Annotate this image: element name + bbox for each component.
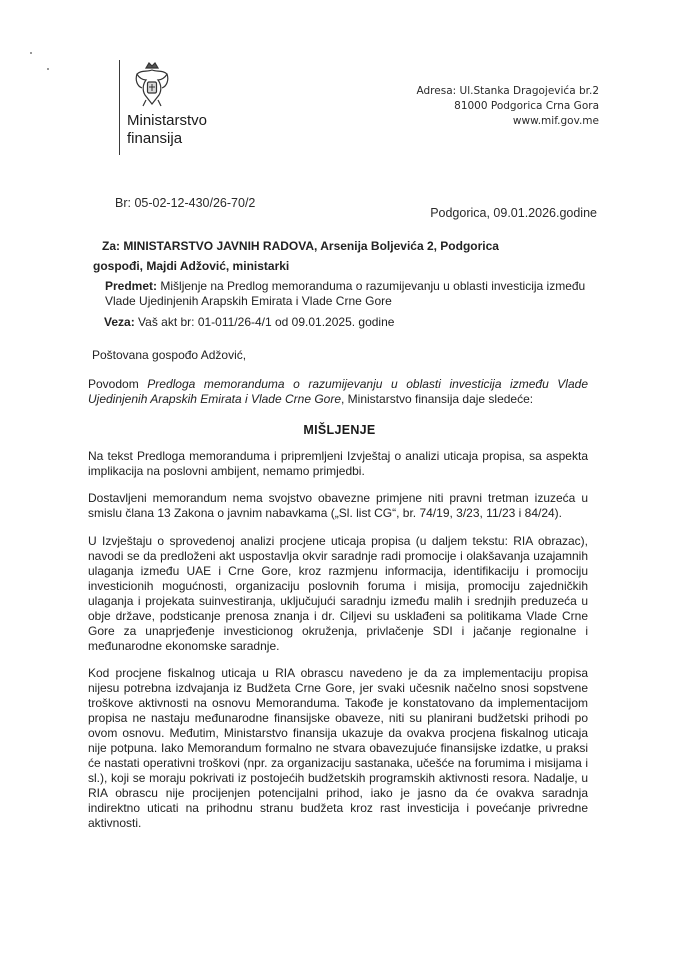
addressee-line: [102, 239, 499, 254]
intro-prefix: Povodom: [88, 377, 148, 391]
salutation: Poštovana gospođo Adžović,: [92, 348, 247, 362]
intro-paragraph: [88, 377, 588, 407]
predmet-text-line2: Vlade Ujedinjenih Arapskih Emirata i Vlade Crne Gore: [105, 294, 392, 308]
ministry-name-line1: Ministarstvo: [127, 112, 208, 129]
paragraph-1: Na tekst Predloga memoranduma i pripremljeni Izvještaj o analizi uticaja propisa, sa aspekta implikacija na poslovni ambijent, nemamo primjedbi.: [88, 449, 588, 478]
recipient-line: gospođi, Majdi Adžović, ministarki: [93, 259, 290, 273]
ministry-address: [417, 84, 599, 129]
subject-block: [105, 279, 595, 309]
ministry-name: [127, 112, 207, 148]
za-text: MINISTARSTVO JAVNIH RADOVA, Arsenija Boljevića 2, Podgorica: [123, 239, 499, 253]
predmet-text-line1: Mišljenje na Predlog memoranduma o razumijevanju u oblasti investicija između: [160, 279, 586, 293]
address-website: www.mif.gov.me: [512, 115, 599, 127]
intro-suffix: , Ministarstvo finansija daje sledeće:: [341, 392, 534, 406]
intro-italic: Predloga memoranduma o razumijevanju u oblasti investicija između Vlade Ujedinjenih Arapskih Emirata i Vlade Crne Gore: [88, 377, 588, 406]
ministry-name-line2: finansija: [127, 130, 183, 147]
veza-label: Veza:: [104, 315, 135, 329]
address-city: 81000 Podgorica Crna Gora: [454, 100, 599, 112]
place-date: Podgorica, 09.01.2026.godine: [430, 206, 597, 220]
reference-line: [104, 315, 394, 330]
coat-of-arms-icon: [133, 60, 171, 108]
paragraph-3: U Izvještaju o sprovedenoj analizi procjene uticaja propisa (u daljem tekstu: RIA obrazac), navodi se da predloženi akt uspostavlja okvir saradnje radi promocije i olakšavanja uzajamnih ulaganja između UAE i Crne Gore, kroz razmjenu informacija, identifikaciju i promociju investicionih mogućnosti, organizaciju poslovnih foruma i misija, promociju zajedničkih ulaganja i projekata suinvestiranja, uključujući saradnju između malih i srednjih preduzeća u obje države, podsticanje prenosa znanja i dr. Ciljevi su usklađeni sa politikama Vlade Crne Gore za unaprjeđenje investicionog okruženja, privlačenje SDI i jačanje regionalne i međunarodne ekonomske saradnje.: [88, 534, 588, 653]
address-street: Adresa: Ul.Stanka Dragojevića br.2: [416, 85, 599, 97]
za-label: Za:: [102, 239, 120, 253]
scan-speck: [47, 68, 49, 70]
letterhead-divider: [119, 60, 120, 155]
scan-speck: [30, 52, 32, 54]
reference-number: Br: 05-02-12-430/26-70/2: [115, 196, 256, 210]
paragraph-2: Dostavljeni memorandum nema svojstvo obavezne primjene niti pravni tretman izuzeća u smislu člana 13 Zakona o javnim nabavkama („Sl. list CG“, br. 74/19, 3/23, 11/23 i 84/24).: [88, 491, 588, 520]
paragraph-4: Kod procjene fiskalnog uticaja u RIA obrascu navedeno je da za implementaciju propisa nijesu potrebna izdvajanja iz Budžeta Crne Gore, jer svaki učesnik načelno snosi sopstvene troškove aktivnosti na osnovu Memoranduma. Takođe je konstatovano da implementacijom propisa ne nastaju međunarodne finansijske obaveze, niti su planirani budžetski prihodi po ovom osnovu. Međutim, Ministarstvo finansija ukazuje da ovakva procjena fiskalnog uticaja nije potpuna. Iako Memorandum formalno ne stvara obavezujuće finansijske izdatke, u praksi će nastati operativni troškovi (npr. za organizaciju sastanaka, učešće na forumima i misijama i sl.), koji se moraju pokrivati iz postojećih budžetskih programskih aktivnosti resora. Nadalje, u RIA obrascu nije procijenjen potencijalni prihod, iako je jasno da će ovakva saradnja indirektno uticati na prihodnu stranu budžeta kroz rast investicija i povećanje privredne aktivnosti.: [88, 666, 588, 830]
veza-text: Vaš akt br: 01-011/26-4/1 od 09.01.2025. godine: [138, 315, 395, 329]
opinion-heading: MIŠLJENJE: [303, 423, 376, 437]
predmet-label: Predmet:: [105, 279, 158, 293]
